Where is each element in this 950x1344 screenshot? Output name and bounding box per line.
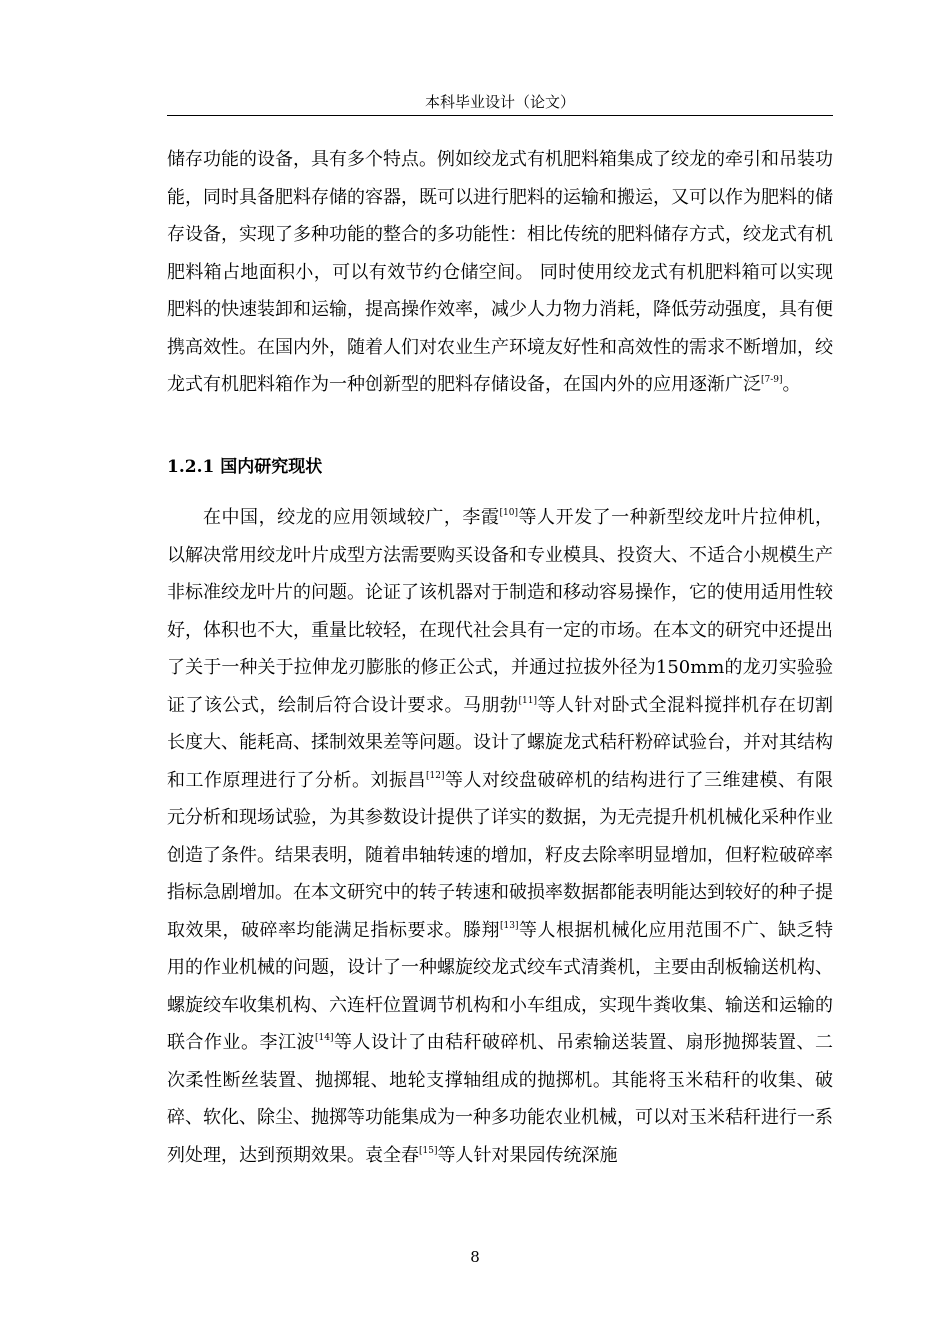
paragraph-text-segment: 等人开发了一种新型绞龙叶片拉伸机，以解决常用绞龙叶片成型方法需要购买设备和专业模具、投资大、不适合小规模生产非标准绞龙叶片的问题。论证了该机器对于制造和移动容易操作，它的使用适用性较好，体积也不大，重量比较轻，在现代社会具有一定的市场。在本文的研究中还提出了关于一种关于拉伸龙刃膨胀的修正公式，并通过拉拔外径为150mm的龙刃实验验证了该公式，绘制后符合设计要求。马朋勃 [167, 507, 834, 716]
paragraph-text-segment: 等人针对卧式全混料搅拌机存在切割长度大、能耗高、揉制效果差等问题。设计了螺旋龙式秸秆粉碎试验台，并对其结构和工作原理进行了分析。刘振昌 [167, 694, 834, 791]
citation-ref: [7-9] [761, 375, 783, 385]
citation-ref: [10] [499, 508, 518, 518]
paragraph-text [167, 141, 833, 404]
header-rule [167, 115, 833, 116]
paragraph-text-segment: 在中国，绞龙的应用领域较广，李霞 [203, 507, 500, 528]
paragraph-text-segment: 等人针对果园传统深施 [437, 1144, 618, 1166]
paragraph-text-segment: 等人设计了由秸秆破碎机、吊索输送装置、扇形抛掷装置、二次柔性断丝装置、抛掷辊、地轮支撑轴组成的抛掷机。其能将玉米秸秆的收集、破碎、软化、除尘、抛掷等功能集成为一种多功能农业机械，可以对玉米秸秆进行一系列处理，达到预期效果。袁全春 [167, 1032, 834, 1166]
citation-ref: [12] [426, 770, 445, 781]
citation-ref: [13] [500, 920, 519, 931]
paragraph-text-segment: 储存功能的设备，具有多个特点。例如绞龙式有机肥料箱集成了绞龙的牵引和吊装功能，同时具备肥料存储的容器，既可以进行肥料的运输和搬运，又可以作为肥料的储存设备，实现了多种功能的整合的多功能性：相比传统的肥料储存方式，绞龙式有机肥料箱占地面积小，可以有效节约仓储空间。 同时使用绞龙式有机肥料箱可以实现肥料的快速装卸和运输，提高操作效率，减少人力物力消耗，降低劳动强度，具有便携高效性。在国内外，随着人们对农业生产环境友好性和高效性的需求不断增加，绞龙式有机肥料箱作为一种创新型的肥料存储设备，在国内外的应用逐渐广泛 [167, 149, 833, 395]
page-number: 8 [470, 1248, 480, 1266]
paragraph-text-segment: 。 [782, 374, 801, 395]
paragraph-text-segment: 等人对绞盘破碎机的结构进行了三维建模、有限元分析和现场试验，为其参数设计提供了详实的数据，为无壳提升机机械化采种作业创造了条件。结果表明，随着串轴转速的增加，籽皮去除率明显增加，但籽粒破碎率指标急剧增加。在本文研究中的转子转速和破损率数据都能表明能达到较好的种子提取效果，破碎率均能满足指标要求。滕翔 [167, 769, 834, 941]
citation-ref: [11] [518, 695, 537, 706]
paragraph-text [167, 499, 833, 1174]
page-header: 本科毕业设计（论文） [424, 93, 575, 111]
paragraph-domestic-research [167, 499, 833, 1174]
section-heading: 1.2.1 国内研究现状 [167, 457, 323, 477]
paragraph-continued [167, 141, 833, 404]
citation-ref: [14] [315, 1033, 334, 1043]
paragraph-text-segment: 等人根据机械化应用范围不广、缺乏特用的作业机械的问题，设计了一种螺旋绞龙式绞车式清粪机，主要由刮板输送机构、螺旋绞车收集机构、六连杆位置调节机构和小车组成，实现牛粪收集、输送和运输的联合作业。李江波 [167, 919, 834, 1053]
citation-ref: [15] [419, 1145, 438, 1156]
